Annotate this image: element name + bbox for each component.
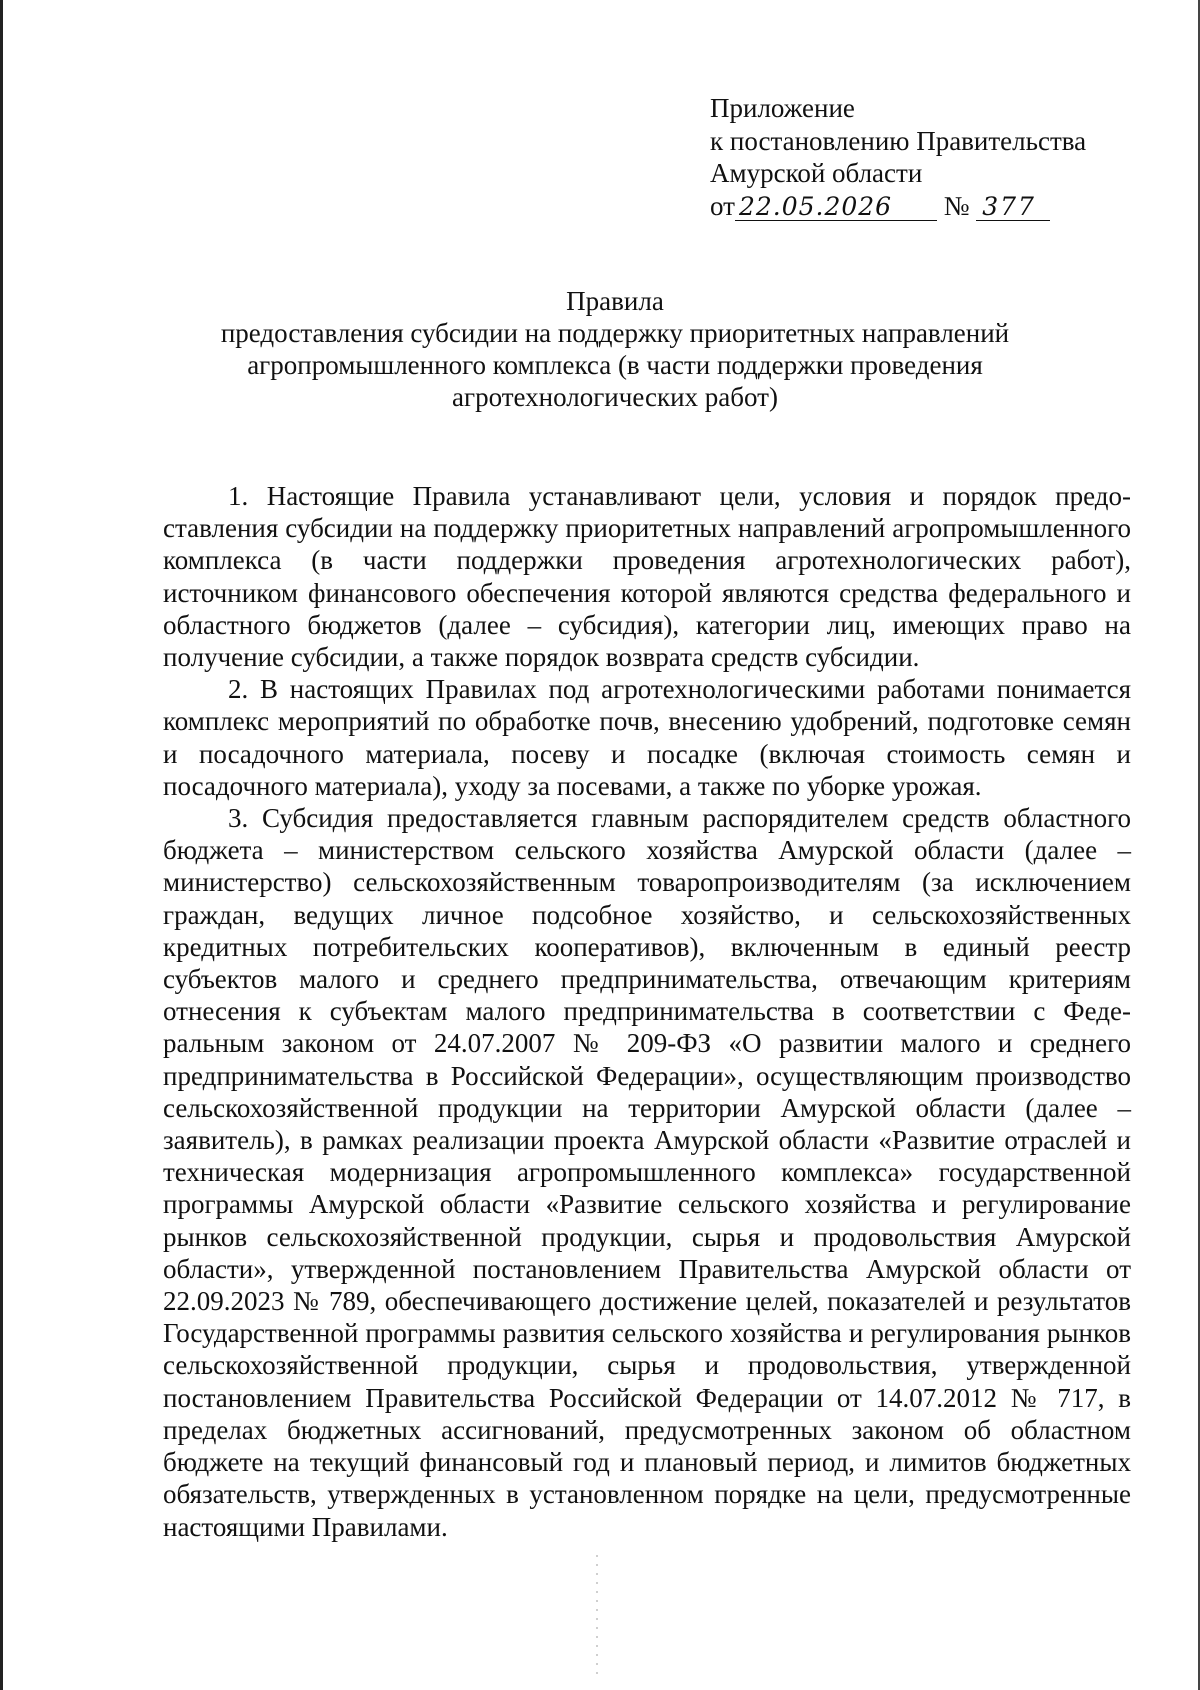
paragraph-2: 2. В настоящих Правилах под агротехнологическими работами понимается комплекс мероприятий по обработке почв, внесению удобрений, подготовке семян и посадочного материала, посеву и посадке (включая стоимость семян и посадочного материала), уходу за посевами, а также по уборке урожая.	[163, 674, 1131, 801]
appendix-reference-line	[710, 190, 1150, 223]
handwritten-number: 377	[976, 194, 1050, 221]
number-label: №	[943, 190, 970, 221]
title-line-2: предоставления субсидии на поддержку приоритетных направлений	[220, 318, 1010, 348]
title-line-1: Правила	[566, 286, 664, 316]
from-label: от	[710, 190, 735, 221]
appendix-header	[710, 92, 1150, 222]
title-line-4: агротехнологических работ)	[452, 382, 778, 412]
document-title	[150, 285, 1080, 413]
title-line-3: агропромышленного комплекса (в части поддержки проведения	[247, 350, 983, 380]
paragraph-3: 3. Субсидия предоставляется главным распорядителем средств областного бюджета – министерством сельского хозяйства Амурской области (далее – министерство) сельскохозяйственным товаропроизводителям (за исключением граждан, ведущих личное подсобное хозяйство, и сельскохозяйственных кредитных потребительских кооперативов), включенным в единый реестр субъектов малого и среднего предпринимательства, отвечающим критериям отнесения к субъектам малого предпринимательства в соответствии с Федеральным законом от 24.07.2007 № 209-ФЗ «О развитии малого и среднего предпринимательства в Российской Федерации», осуществляющим производство сельскохозяйственной продукции на территории Амурской области (далее – заявитель), в рамках реализации проекта Амурской области «Развитие отраслей и техническая модернизация агропромышленного комплекса» государственной программы Амурской области «Развитие сельского хозяйства и регулирование рынков сельскохозяйственной продукции, сырья и продовольствия Амурской области», утвержденной постановлением Правительства Амурской области от 22.09.2023 № 789, обеспечивающего достижение целей, показателей и результатов Государственной программы развития сельского хозяйства и регулирования рынков сельскохозяйственной продукции, сырья и продовольствия, утвержденной постановлением Правительства Российской Федерации от 14.07.2012 № 717, в пределах бюджетных ассигнований, предусмотренных законом об областном бюджете на текущий финансовый год и плановый период, и лимитов бюджетных обязательств, утвержденных в установленном порядке на цели, предусмотренные настоящими Правилами.	[163, 803, 1131, 1542]
document-body	[163, 480, 1131, 1543]
paragraph-1: 1. Настоящие Правила устанавливают цели, условия и порядок предоставления субсидии на поддержку приоритетных направлений агропромышленного комплекса (в части поддержки проведения агротехнологических работ), источником финансового обеспечения которой являются средства федерального и областного бюджетов (далее – субсидия), категории лиц, имеющих право на получение субсидии, а также порядок возврата средств субсидии.	[163, 481, 1131, 673]
scan-artifact-dotted-line	[596, 1555, 598, 1675]
appendix-line-3: Амурской области	[710, 158, 923, 188]
appendix-line-1: Приложение	[710, 93, 855, 123]
handwritten-date: 22.05.2026	[735, 194, 937, 221]
appendix-line-2: к постановлению Правительства	[710, 125, 1087, 156]
scan-edge-left	[0, 0, 3, 1690]
